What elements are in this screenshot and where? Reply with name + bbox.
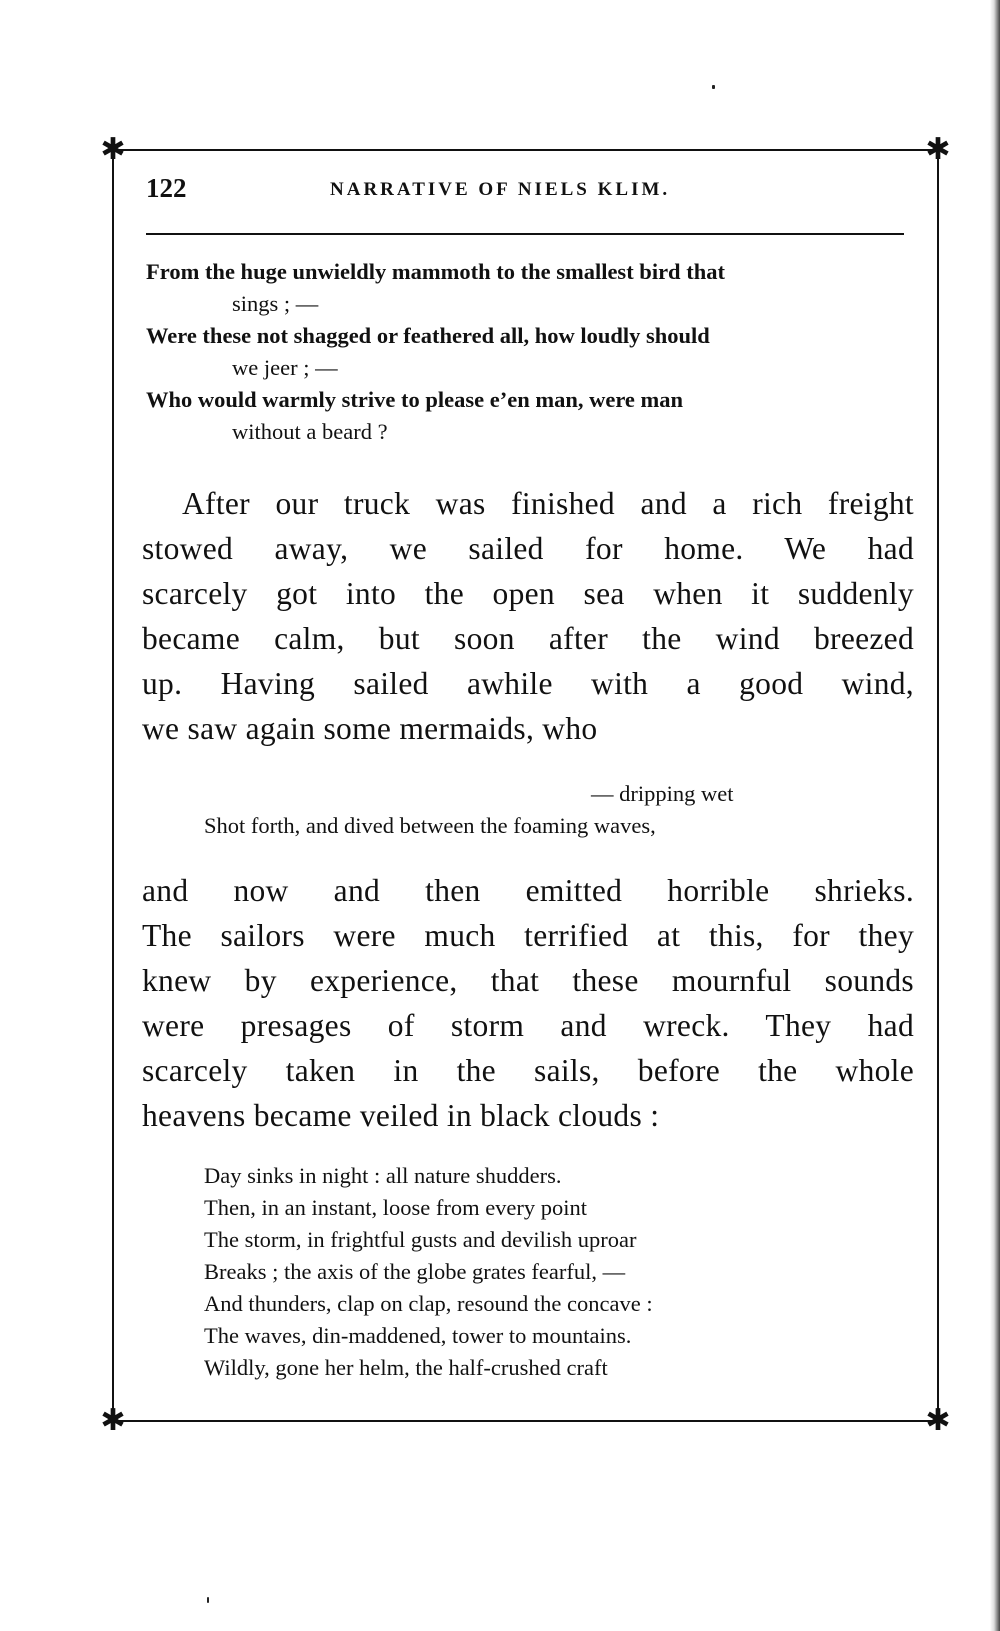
verse-line: Breaks ; the axis of the globe grates fearful, — — [204, 1259, 626, 1284]
running-title: NARRATIVE OF NIELS KLIM. — [330, 179, 671, 200]
star-ornament-icon: ✱ — [100, 132, 126, 167]
verse-line: From the huge unwieldly mammoth to the smallest bird that — [146, 259, 725, 284]
quote-line: Shot forth, and dived between the foaming waves, — [204, 813, 656, 838]
star-ornament-icon: ✱ — [925, 132, 951, 167]
verse-line: Day sinks in night : all nature shudders. — [204, 1163, 562, 1188]
verse-block-2 — [204, 1160, 884, 1384]
text-line: scarcely got into the open sea when it suddenly — [142, 576, 914, 611]
verse-line: The waves, din-maddened, tower to mountains. — [204, 1323, 632, 1348]
verse-line: And thunders, clap on clap, resound the concave : — [204, 1291, 653, 1316]
verse-line: Wildly, gone her helm, the half-crushed craft — [204, 1355, 608, 1380]
header-rule — [146, 233, 904, 235]
verse-line: Were these not shagged or feathered all, how loudly should — [146, 323, 710, 348]
quote-line: — dripping wet — [591, 781, 734, 806]
frame-top-rule — [113, 149, 939, 151]
paragraph-1 — [142, 481, 914, 751]
verse-line: without a beard ? — [232, 419, 388, 444]
running-head — [146, 173, 906, 213]
text-line: we saw again some mermaids, who — [142, 711, 598, 746]
text-line: up. Having sailed awhile with a good wind, — [142, 666, 914, 701]
verse-line: The storm, in frightful gusts and devilish uproar — [204, 1227, 637, 1252]
frame-right-rule — [937, 149, 939, 1422]
ink-speck — [207, 1597, 209, 1603]
paragraph-2 — [142, 868, 914, 1138]
verse-block-1 — [146, 256, 916, 448]
page-edge-shadow — [990, 0, 1000, 1631]
text-line: knew by experience, that these mournful sounds — [142, 963, 914, 998]
verse-line: sings ; — — [232, 291, 319, 316]
text-line: After our truck was finished and a rich freight — [182, 486, 914, 521]
text-line: and now and then emitted horrible shrieks. — [142, 873, 914, 908]
verse-line: Who would warmly strive to please e’en man, were man — [146, 387, 684, 412]
quote-block — [204, 778, 864, 842]
text-line: The sailors were much terrified at this, for they — [142, 918, 914, 953]
verse-line: Then, in an instant, loose from every point — [204, 1195, 588, 1220]
ink-speck — [712, 85, 715, 89]
star-ornament-icon: ✱ — [100, 1403, 126, 1438]
star-ornament-icon: ✱ — [925, 1403, 951, 1438]
text-line: were presages of storm and wreck. They had — [142, 1008, 914, 1043]
frame-bottom-rule — [113, 1420, 939, 1422]
text-line: stowed away, we sailed for home. We had — [142, 531, 914, 566]
frame-left-rule — [112, 149, 114, 1422]
text-line: heavens became veiled in black clouds : — [142, 1098, 660, 1133]
text-line: became calm, but soon after the wind breezed — [142, 621, 914, 656]
verse-line: we jeer ; — — [232, 355, 338, 380]
text-line: scarcely taken in the sails, before the whole — [142, 1053, 914, 1088]
page-number: 122 — [146, 173, 187, 203]
